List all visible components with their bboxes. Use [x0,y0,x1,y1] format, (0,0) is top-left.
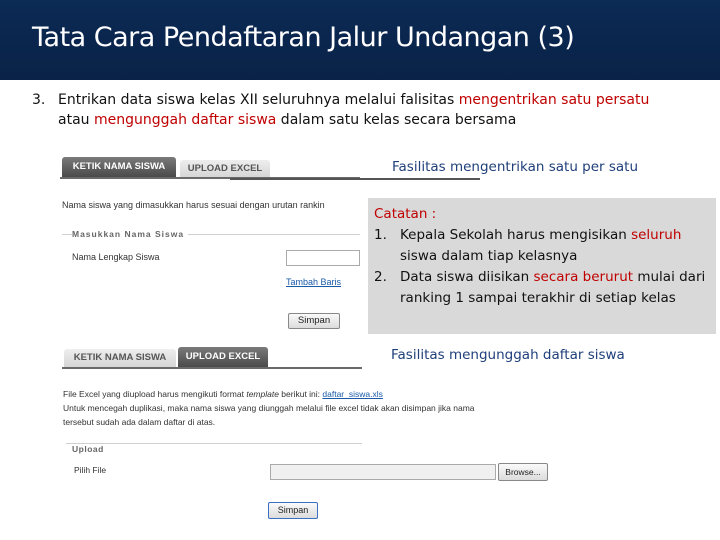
intro-paragraph [32,90,712,130]
intro-highlight-1: mengentrikan satu persatu [458,92,650,108]
note-item-number: 2. [374,269,387,285]
note-item [374,267,708,309]
note-box [368,198,716,334]
upload-text: berikut ini: [278,389,323,399]
upload-instruction-line-1 [63,389,383,399]
entry-instruction: Nama siswa yang dimasukkan harus sesuai dengan urutan rankin [62,200,325,210]
note-item-number: 1. [374,227,387,243]
upload-section-label: Upload [72,444,108,454]
note-text: mulai dari ranking 1 sampai terakhir di setiap kelas [400,269,706,306]
upload-text: File Excel yang diupload harus mengikuti format [63,389,247,399]
caption-underline [230,178,480,180]
tab-ketik-nama-siswa[interactable]: KETIK NAMA SISWA [64,349,176,367]
note-text: Data siswa diisikan [400,269,534,285]
note-text: siswa dalam tiap kelasnya [400,248,578,264]
note-title: Catatan : [374,206,437,222]
upload-instruction-line-3: tersebut sudah ada dalam daftar di atas. [63,417,216,427]
name-field-label: Nama Lengkap Siswa [72,252,160,262]
note-highlight: secara berurut [533,269,634,285]
add-row-link[interactable]: Tambah Baris [286,277,342,287]
screenshot-upload [62,345,362,525]
note-highlight: seluruh [631,227,682,243]
tab-ketik-nama-siswa[interactable]: KETIK NAMA SISWA [62,157,176,177]
tab-upload-excel[interactable]: UPLOAD EXCEL [180,160,270,177]
save-button[interactable]: Simpan [288,313,340,329]
intro-line-2 [32,110,712,130]
upload-save-button[interactable]: Simpan [268,502,318,519]
file-field-label: Pilih File [74,465,107,475]
note-item-text [400,225,708,267]
template-download-link[interactable]: daftar_siswa.xls [322,389,383,399]
tab-upload-excel[interactable]: UPLOAD EXCEL [178,347,268,367]
entry-section-label: Masukkan Nama Siswa [72,229,188,239]
student-name-input[interactable] [286,250,360,266]
note-text: Kepala Sekolah harus mengisikan [400,227,632,243]
caption-manual-entry: Fasilitas mengentrikan satu per satu [392,159,639,175]
browse-button[interactable]: Browse... [498,463,548,481]
note-item-text [400,267,708,309]
note-item [374,225,708,267]
intro-line-1 [32,90,712,110]
caption-upload: Fasilitas mengunggah daftar siswa [391,347,625,363]
intro-number: 3. [32,92,46,108]
slide-title: Tata Cara Pendaftaran Jalur Undangan (3) [32,22,575,53]
upload-section-divider [66,443,362,444]
tab-divider [62,367,362,369]
slide-header [0,0,720,80]
upload-instruction-line-2: Untuk mencegah duplikasi, maka nama siswa yang diunggah melalui file excel tidak akan disimpan jika nama [63,403,475,413]
file-path-input[interactable] [270,464,496,480]
intro-text-2b: dalam satu kelas secara bersama [276,112,517,128]
intro-highlight-2: mengunggah daftar siswa [93,112,277,128]
intro-text-2a: atau [58,112,94,128]
upload-text-italic: template [246,389,279,399]
intro-text-1a: Entrikan data siswa kelas XII seluruhnya melalui falisitas [58,92,459,108]
